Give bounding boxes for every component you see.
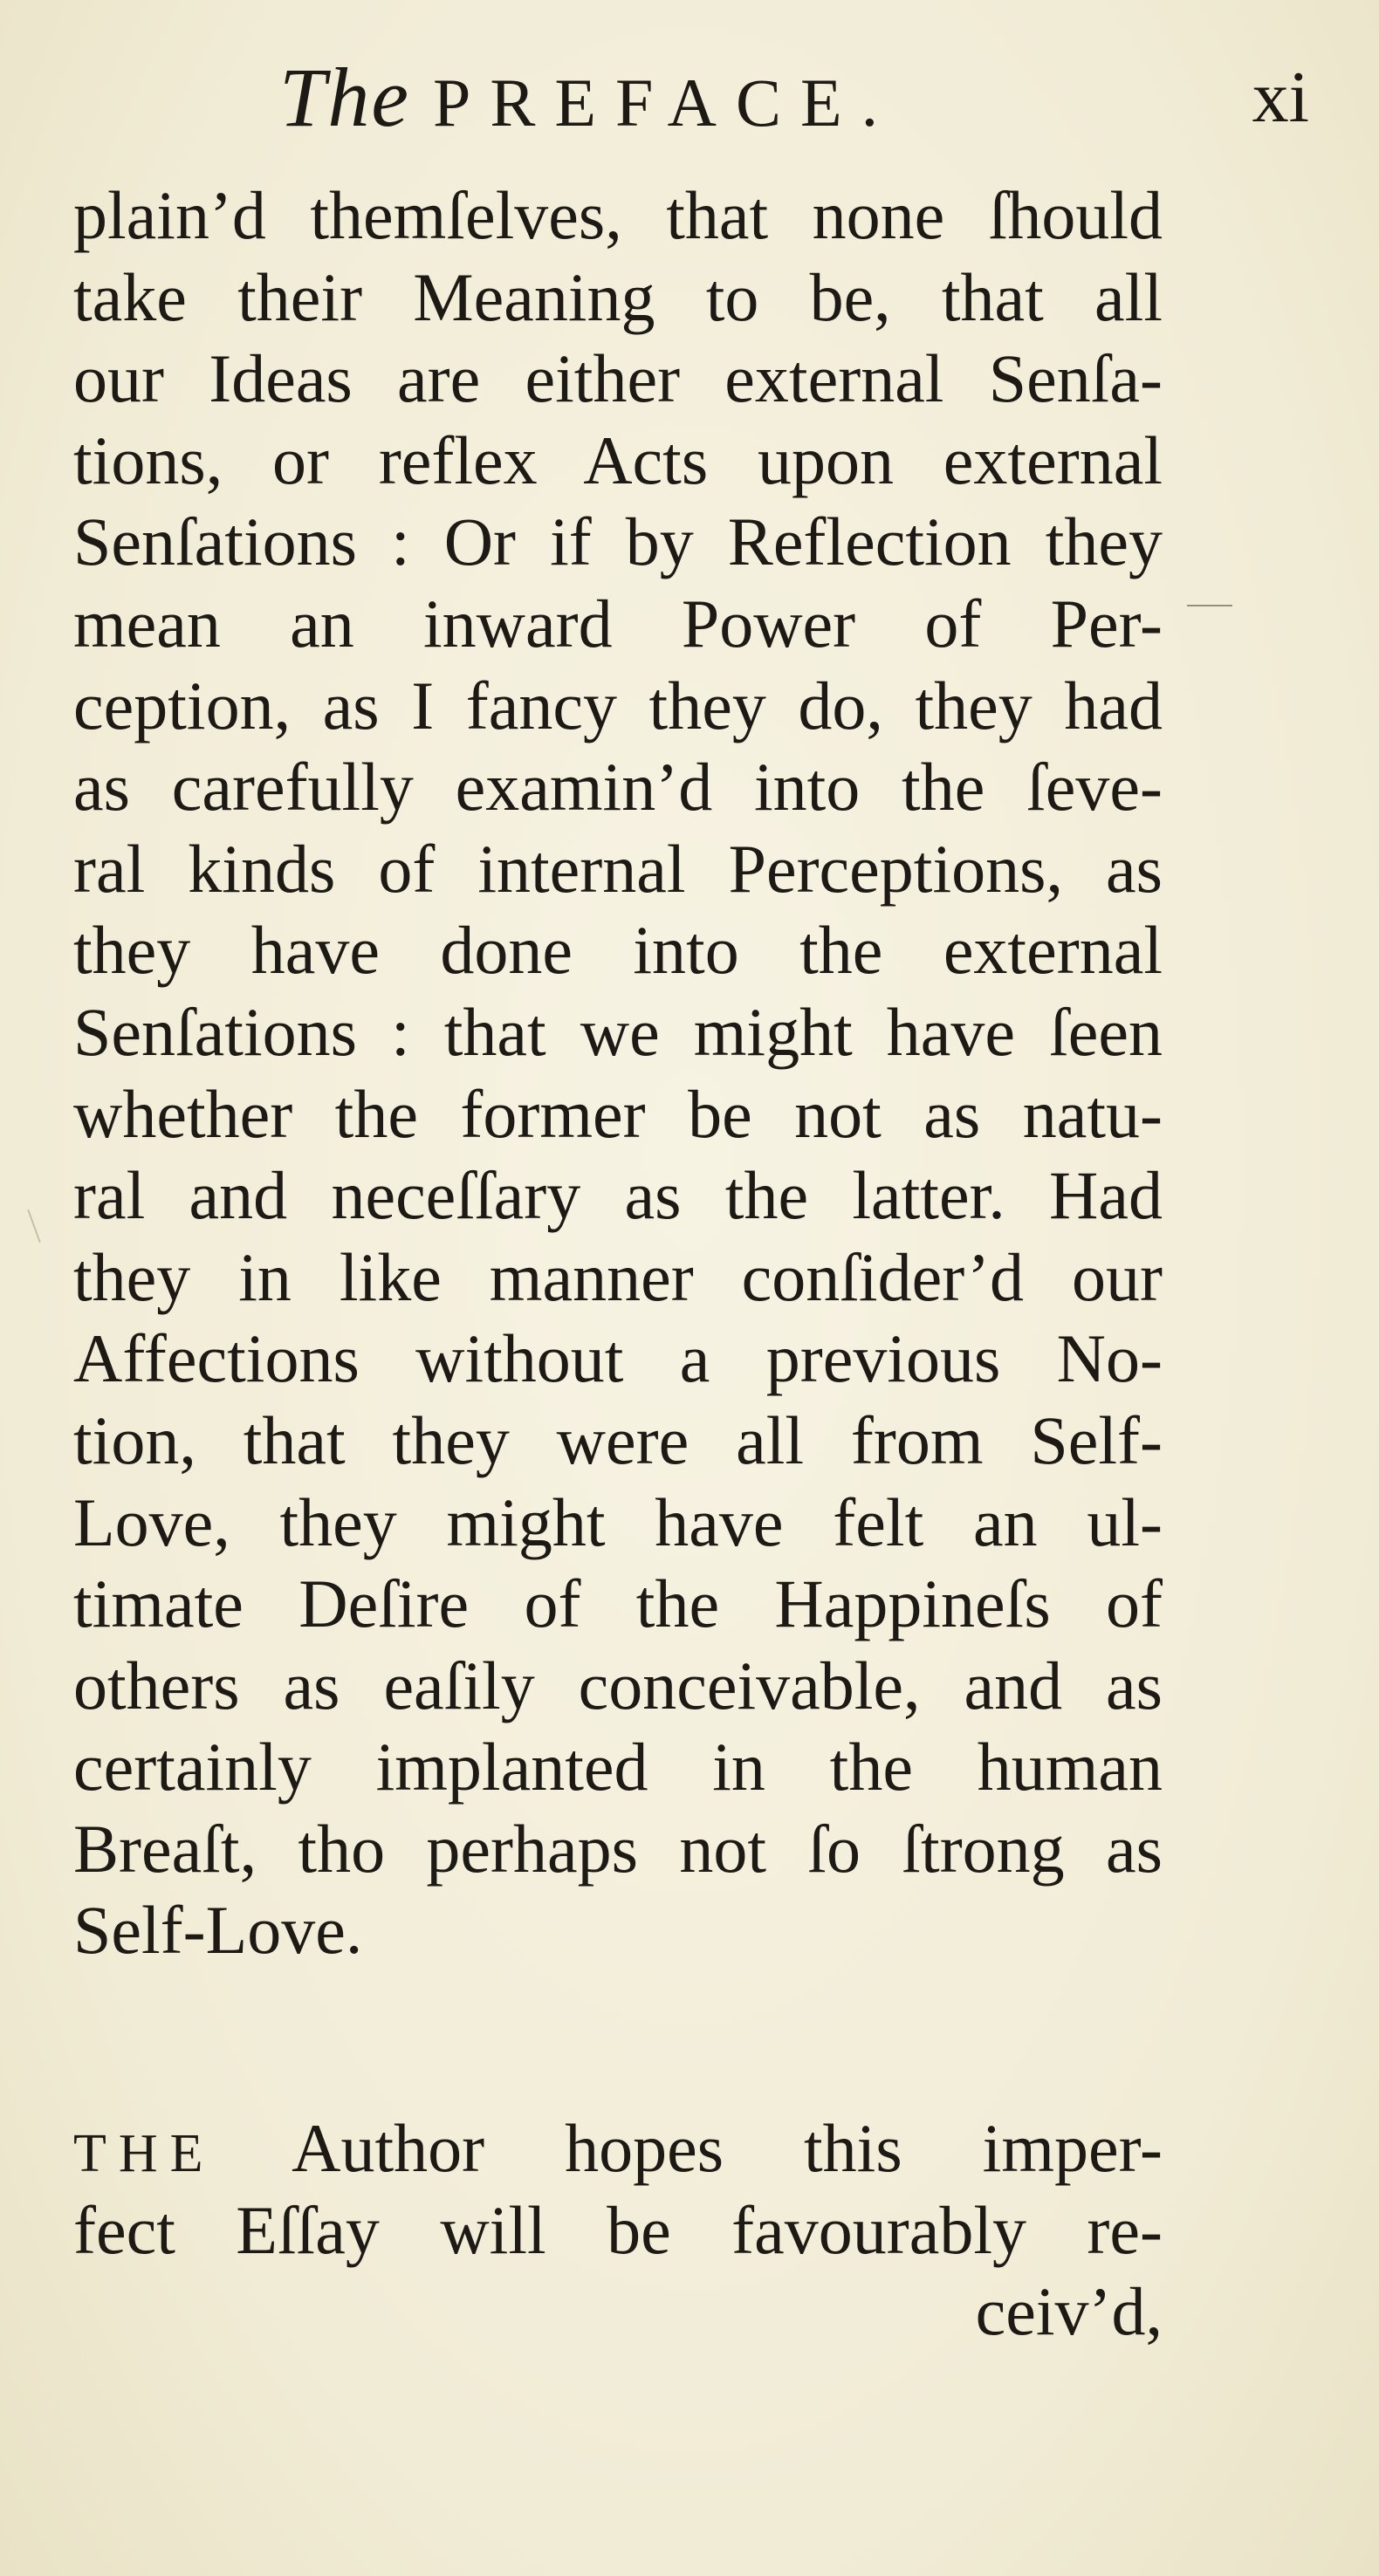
text-line: as carefully examin’d into the ſeve- — [73, 749, 1163, 826]
margin-tick — [27, 1209, 41, 1243]
text-line: Senſations : that we might have ſeen — [73, 993, 1163, 1070]
text-line: our Ideas are either external Senſa- — [73, 340, 1163, 417]
text-line: tion, that they were all from Self- — [73, 1401, 1163, 1478]
page-number: xi — [1252, 57, 1309, 138]
catchword: ceiv’d, — [975, 2273, 1163, 2350]
text-line: whether the former be not as natu- — [73, 1075, 1163, 1152]
text-line: Self-Love. — [73, 1892, 363, 1969]
text-line: plain’d themſelves, that none ſhould — [73, 177, 1163, 253]
text-line-rest: Author hopes this imper- — [292, 2110, 1163, 2187]
body-text — [73, 175, 1163, 2353]
paragraph-gap — [73, 1971, 1163, 2107]
text-line: mean an inward Power of Per- — [73, 585, 1163, 661]
text-line: they in like manner conſider’d our — [73, 1238, 1163, 1315]
paragraph-lead: THE — [73, 2124, 216, 2184]
text-line — [73, 2107, 1163, 2189]
running-head — [279, 45, 897, 155]
text-line: Affections without a previous No- — [73, 1320, 1163, 1397]
text-line: fect Eſſay will be favourably re- — [73, 2191, 1163, 2268]
text-line: others as eaſily conceivable, and as — [73, 1647, 1163, 1723]
text-line: ral and neceſſary as the latter. Had — [73, 1157, 1163, 1234]
page-header — [279, 45, 1327, 150]
running-head-italic: The — [279, 51, 410, 144]
text-line: they have done into the external — [73, 912, 1163, 989]
text-line: tions, or reflex Acts upon external — [73, 421, 1163, 498]
text-line: ception, as I fancy they do, they had — [73, 667, 1163, 743]
running-head-caps: PREFACE. — [433, 65, 898, 140]
text-line: Breaſt, tho perhaps not ſo ſtrong as — [73, 1810, 1163, 1887]
text-line: Senſations : Or if by Reflection they — [73, 504, 1163, 580]
text-line: timate Deſire of the Happineſs of — [73, 1565, 1163, 1642]
text-line: ral kinds of internal Perceptions, as — [73, 830, 1163, 907]
text-line: take their Meaning to be, that all — [73, 258, 1163, 335]
margin-mark — [1187, 605, 1232, 606]
text-line: Love, they might have felt an ul- — [73, 1483, 1163, 1560]
text-line: certainly implanted in the human — [73, 1729, 1163, 1805]
